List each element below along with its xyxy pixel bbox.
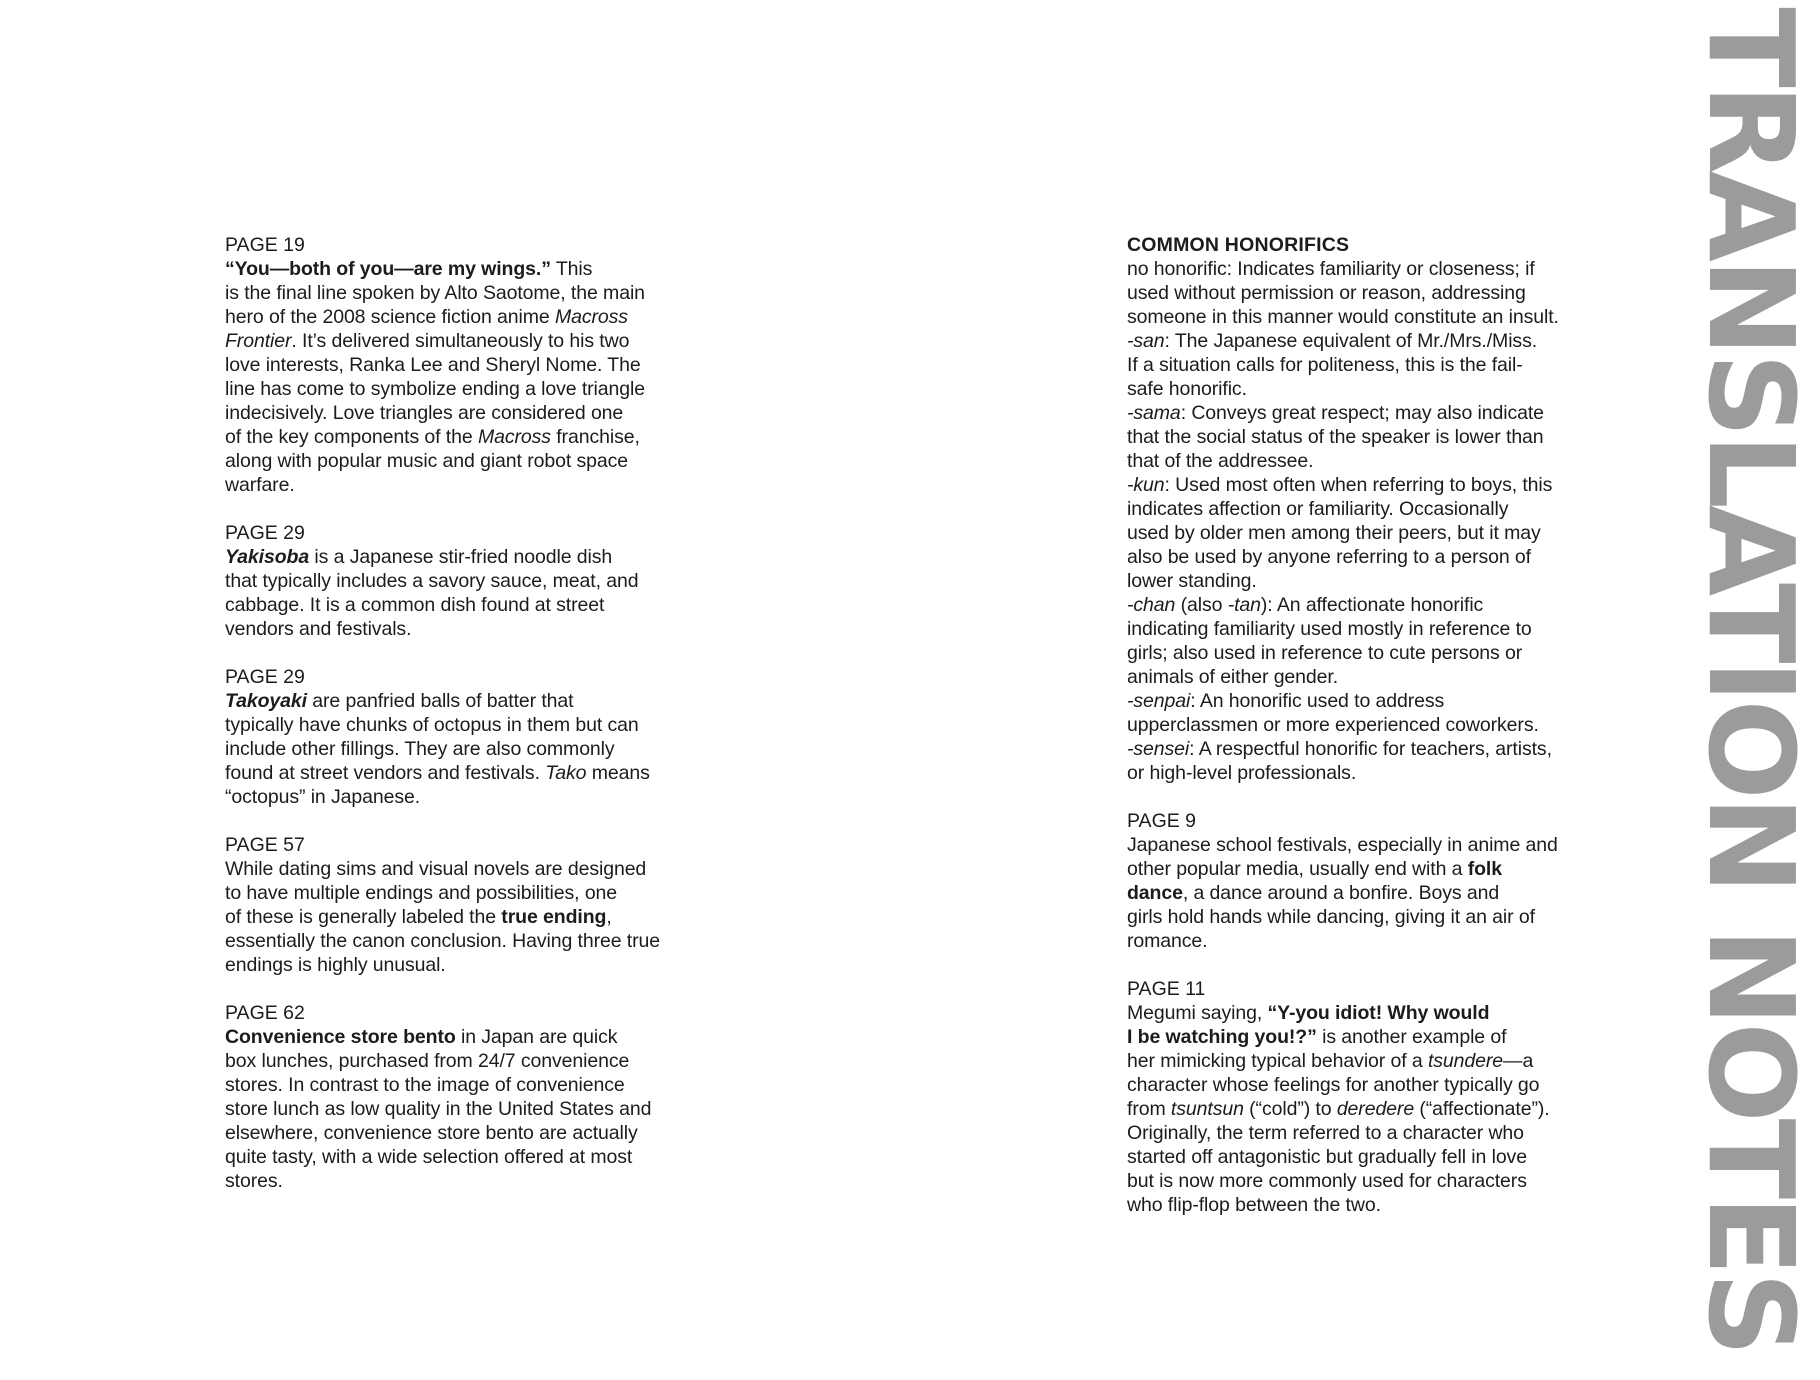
translation-note bbox=[225, 233, 705, 497]
translation-note bbox=[1127, 809, 1597, 953]
note-text-line bbox=[1127, 1025, 1597, 1049]
text-segment: girls hold hands while dancing, giving it an air of bbox=[1127, 906, 1535, 928]
text-segment: lower standing. bbox=[1127, 570, 1257, 592]
note-text-line bbox=[1127, 545, 1597, 569]
text-segment: If a situation calls for politeness, this is the fail- bbox=[1127, 354, 1523, 376]
text-segment: along with popular music and giant robot space bbox=[225, 450, 628, 472]
emphasized-text: I be watching you!?” bbox=[1127, 1026, 1317, 1048]
text-segment: franchise, bbox=[550, 426, 640, 448]
note-text-line bbox=[1127, 1121, 1597, 1145]
text-segment: , bbox=[606, 906, 612, 928]
note-text-line bbox=[1127, 449, 1597, 473]
emphasized-text: Macross bbox=[477, 426, 551, 448]
text-segment: “octopus” in Japanese. bbox=[225, 786, 421, 808]
emphasized-text: Tako bbox=[545, 762, 587, 784]
text-segment: is a Japanese stir-fried noodle dish bbox=[309, 546, 613, 568]
text-segment: —a bbox=[1503, 1050, 1534, 1072]
note-text-line bbox=[225, 953, 705, 977]
text-segment: used without permission or reason, addressing bbox=[1127, 282, 1526, 304]
note-text-line bbox=[225, 617, 705, 641]
note-text-line bbox=[225, 281, 705, 305]
note-text-line bbox=[225, 785, 705, 809]
note-text-line bbox=[1127, 1049, 1597, 1073]
emphasized-text: dance bbox=[1127, 882, 1183, 904]
right-notes-column bbox=[1127, 233, 1597, 1241]
note-text-line bbox=[225, 401, 705, 425]
text-segment: stores. In contrast to the image of convenience bbox=[225, 1074, 625, 1096]
translation-note bbox=[1127, 977, 1597, 1217]
emphasized-text: Yakisoba bbox=[225, 546, 310, 568]
note-heading: PAGE 57 bbox=[225, 834, 305, 856]
note-text-line bbox=[225, 545, 705, 569]
emphasized-text: tsuntsun bbox=[1170, 1098, 1244, 1120]
text-segment: no honorific: Indicates familiarity or closeness; if bbox=[1127, 258, 1535, 280]
note-heading: PAGE 9 bbox=[1127, 810, 1197, 832]
text-segment: ): An affectionate honorific bbox=[1260, 594, 1484, 616]
translation-notes-title: TRANSLATION NOTES bbox=[1681, 7, 1820, 1353]
note-text-line bbox=[1127, 761, 1597, 785]
text-segment: romance. bbox=[1127, 930, 1208, 952]
text-segment: line has come to symbolize ending a love triangle bbox=[225, 378, 646, 400]
note-text-line bbox=[225, 689, 705, 713]
text-segment: store lunch as low quality in the United States and bbox=[225, 1098, 652, 1120]
note-text-line bbox=[1127, 593, 1597, 617]
text-segment: means bbox=[586, 762, 650, 784]
note-text-line bbox=[225, 305, 705, 329]
note-text-line bbox=[1127, 401, 1597, 425]
note-text-line bbox=[225, 1025, 705, 1049]
text-segment: This bbox=[550, 258, 593, 280]
text-segment: While dating sims and visual novels are designed bbox=[225, 858, 647, 880]
note-text-line bbox=[225, 353, 705, 377]
text-segment: quite tasty, with a wide selection offered at most bbox=[225, 1146, 633, 1168]
note-text-line bbox=[1127, 641, 1597, 665]
translation-note bbox=[225, 521, 705, 641]
emphasized-text: -kun bbox=[1127, 474, 1165, 496]
text-segment: vendors and festivals. bbox=[225, 618, 412, 640]
text-segment: someone in this manner would constitute an insult. bbox=[1127, 306, 1559, 328]
emphasized-text: Takoyaki bbox=[225, 690, 307, 712]
translation-note bbox=[225, 1001, 705, 1193]
text-segment: that the social status of the speaker is lower than bbox=[1127, 426, 1544, 448]
text-segment: to have multiple endings and possibilities, one bbox=[225, 882, 618, 904]
text-segment: : An honorific used to address bbox=[1190, 690, 1445, 712]
text-segment: are panfried balls of batter that bbox=[306, 690, 574, 712]
text-segment: include other fillings. They are also commonly bbox=[225, 738, 615, 760]
emphasized-text: Macross bbox=[554, 306, 628, 328]
text-segment: is another example of bbox=[1316, 1026, 1507, 1048]
emphasized-text: -sensei bbox=[1127, 738, 1190, 760]
note-text-line bbox=[225, 713, 705, 737]
emphasized-text: -senpai bbox=[1127, 690, 1191, 712]
text-segment: indicates affection or familiarity. Occasionally bbox=[1127, 498, 1509, 520]
text-segment: : The Japanese equivalent of Mr./Mrs./Miss. bbox=[1164, 330, 1538, 352]
text-segment: in Japan are quick bbox=[455, 1026, 618, 1048]
text-segment: also be used by anyone referring to a person of bbox=[1127, 546, 1531, 568]
note-text-line bbox=[225, 1169, 705, 1193]
text-segment: or high-level professionals. bbox=[1127, 762, 1357, 784]
note-heading: PAGE 29 bbox=[225, 666, 305, 688]
note-text-line bbox=[225, 857, 705, 881]
emphasized-text: “You—both of you—are my wings.” bbox=[225, 258, 551, 280]
text-segment: Megumi saying, bbox=[1127, 1002, 1268, 1024]
note-text-line bbox=[1127, 881, 1597, 905]
text-segment: that typically includes a savory sauce, meat, and bbox=[225, 570, 639, 592]
text-segment: but is now more commonly used for characters bbox=[1127, 1170, 1527, 1192]
translation-note bbox=[225, 665, 705, 809]
note-text-line bbox=[1127, 689, 1597, 713]
note-text-line bbox=[1127, 1073, 1597, 1097]
text-segment: girls; also used in reference to cute persons or bbox=[1127, 642, 1523, 664]
note-text-line bbox=[225, 377, 705, 401]
text-segment: : A respectful honorific for teachers, artists, bbox=[1189, 738, 1552, 760]
text-segment: : Used most often when referring to boys, this bbox=[1164, 474, 1553, 496]
text-segment: of these is generally labeled the bbox=[225, 906, 502, 928]
translation-note bbox=[225, 833, 705, 977]
note-text-line bbox=[225, 929, 705, 953]
note-text-line bbox=[1127, 857, 1597, 881]
text-segment: (also bbox=[1175, 594, 1228, 616]
note-text-line bbox=[1127, 1145, 1597, 1169]
note-heading: PAGE 11 bbox=[1127, 978, 1206, 1000]
text-segment: typically have chunks of octopus in them but can bbox=[225, 714, 639, 736]
note-heading: PAGE 62 bbox=[225, 1002, 305, 1024]
emphasized-text: deredere bbox=[1336, 1098, 1415, 1120]
note-text-line bbox=[225, 1097, 705, 1121]
note-heading: PAGE 29 bbox=[225, 522, 305, 544]
text-segment: stores. bbox=[225, 1170, 283, 1192]
note-text-line bbox=[1127, 353, 1597, 377]
note-text-line bbox=[1127, 497, 1597, 521]
text-segment: : Conveys great respect; may also indicate bbox=[1180, 402, 1544, 424]
note-text-line bbox=[1127, 257, 1597, 281]
text-segment: (“affectionate”). bbox=[1414, 1098, 1550, 1120]
text-segment: found at street vendors and festivals. bbox=[225, 762, 546, 784]
text-segment: Originally, the term referred to a character who bbox=[1127, 1122, 1524, 1144]
text-segment: cabbage. It is a common dish found at street bbox=[225, 594, 605, 616]
note-text-line bbox=[225, 473, 705, 497]
emphasized-text: true ending bbox=[501, 906, 607, 928]
text-segment: started off antagonistic but gradually fell in love bbox=[1127, 1146, 1527, 1168]
left-notes-column bbox=[225, 233, 705, 1217]
text-segment: her mimicking typical behavior of a bbox=[1127, 1050, 1428, 1072]
note-text-line bbox=[1127, 1097, 1597, 1121]
note-text-line bbox=[225, 1049, 705, 1073]
note-text-line bbox=[1127, 665, 1597, 689]
text-segment: safe honorific. bbox=[1127, 378, 1247, 400]
note-text-line bbox=[225, 761, 705, 785]
text-segment: box lunches, purchased from 24/7 convenience bbox=[225, 1050, 630, 1072]
text-segment: (“cold”) to bbox=[1243, 1098, 1337, 1120]
emphasized-text: Frontier bbox=[225, 330, 292, 352]
note-text-line bbox=[1127, 569, 1597, 593]
note-text-line bbox=[225, 905, 705, 929]
text-segment: love interests, Ranka Lee and Sheryl Nome. The bbox=[225, 354, 641, 376]
note-text-line bbox=[225, 1073, 705, 1097]
text-segment: other popular media, usually end with a bbox=[1127, 858, 1468, 880]
note-text-line bbox=[225, 449, 705, 473]
emphasized-text: -san bbox=[1127, 330, 1165, 352]
text-segment: . It’s delivered simultaneously to his two bbox=[291, 330, 630, 352]
emphasized-text: -chan bbox=[1127, 594, 1176, 616]
emphasized-text: folk bbox=[1467, 858, 1502, 880]
emphasized-text: “Y-you idiot! Why would bbox=[1267, 1002, 1490, 1024]
note-text-line bbox=[1127, 377, 1597, 401]
note-text-line bbox=[225, 1121, 705, 1145]
note-text-line bbox=[225, 425, 705, 449]
text-segment: who flip-flop between the two. bbox=[1127, 1194, 1381, 1216]
note-text-line bbox=[1127, 1193, 1597, 1217]
note-text-line bbox=[1127, 617, 1597, 641]
note-text-line bbox=[1127, 833, 1597, 857]
text-segment: hero of the 2008 science fiction anime bbox=[225, 306, 555, 328]
text-segment: animals of either gender. bbox=[1127, 666, 1339, 688]
emphasized-text: -tan bbox=[1227, 594, 1261, 616]
emphasized-text: Convenience store bento bbox=[225, 1026, 456, 1048]
note-text-line bbox=[1127, 737, 1597, 761]
text-segment: essentially the canon conclusion. Having three true bbox=[225, 930, 660, 952]
note-text-line bbox=[1127, 1001, 1597, 1025]
note-text-line bbox=[225, 1145, 705, 1169]
side-title-band bbox=[1681, 0, 1820, 1380]
note-text-line bbox=[1127, 1169, 1597, 1193]
note-text-line bbox=[225, 329, 705, 353]
note-text-line bbox=[225, 881, 705, 905]
text-segment: endings is highly unusual. bbox=[225, 954, 446, 976]
note-heading: PAGE 19 bbox=[225, 234, 305, 256]
note-text-line bbox=[1127, 329, 1597, 353]
note-text-line bbox=[1127, 929, 1597, 953]
note-text-line bbox=[225, 593, 705, 617]
note-text-line bbox=[1127, 305, 1597, 329]
text-segment: from bbox=[1127, 1098, 1171, 1120]
text-segment: character whose feelings for another typically go bbox=[1127, 1074, 1540, 1096]
note-text-line bbox=[1127, 713, 1597, 737]
note-text-line bbox=[1127, 905, 1597, 929]
text-segment: elsewhere, convenience store bento are actually bbox=[225, 1122, 638, 1144]
text-segment: that of the addressee. bbox=[1127, 450, 1314, 472]
text-segment: indecisively. Love triangles are considered one bbox=[225, 402, 624, 424]
note-text-line bbox=[1127, 521, 1597, 545]
text-segment: of the key components of the bbox=[225, 426, 478, 448]
note-text-line bbox=[1127, 281, 1597, 305]
note-text-line bbox=[225, 569, 705, 593]
note-text-line bbox=[225, 737, 705, 761]
text-segment: used by older men among their peers, but it may bbox=[1127, 522, 1541, 544]
note-text-line bbox=[1127, 425, 1597, 449]
text-segment: is the final line spoken by Alto Saotome, the main bbox=[225, 282, 645, 304]
note-heading: COMMON HONORIFICS bbox=[1127, 234, 1350, 256]
text-segment: upperclassmen or more experienced coworkers. bbox=[1127, 714, 1539, 736]
emphasized-text: -sama bbox=[1127, 402, 1181, 424]
note-text-line bbox=[1127, 473, 1597, 497]
text-segment: Japanese school festivals, especially in anime and bbox=[1127, 834, 1558, 856]
text-segment: warfare. bbox=[225, 474, 295, 496]
note-text-line bbox=[225, 257, 705, 281]
text-segment: , a dance around a bonfire. Boys and bbox=[1182, 882, 1500, 904]
translation-note bbox=[1127, 233, 1597, 785]
emphasized-text: tsundere bbox=[1427, 1050, 1504, 1072]
text-segment: indicating familiarity used mostly in reference to bbox=[1127, 618, 1532, 640]
